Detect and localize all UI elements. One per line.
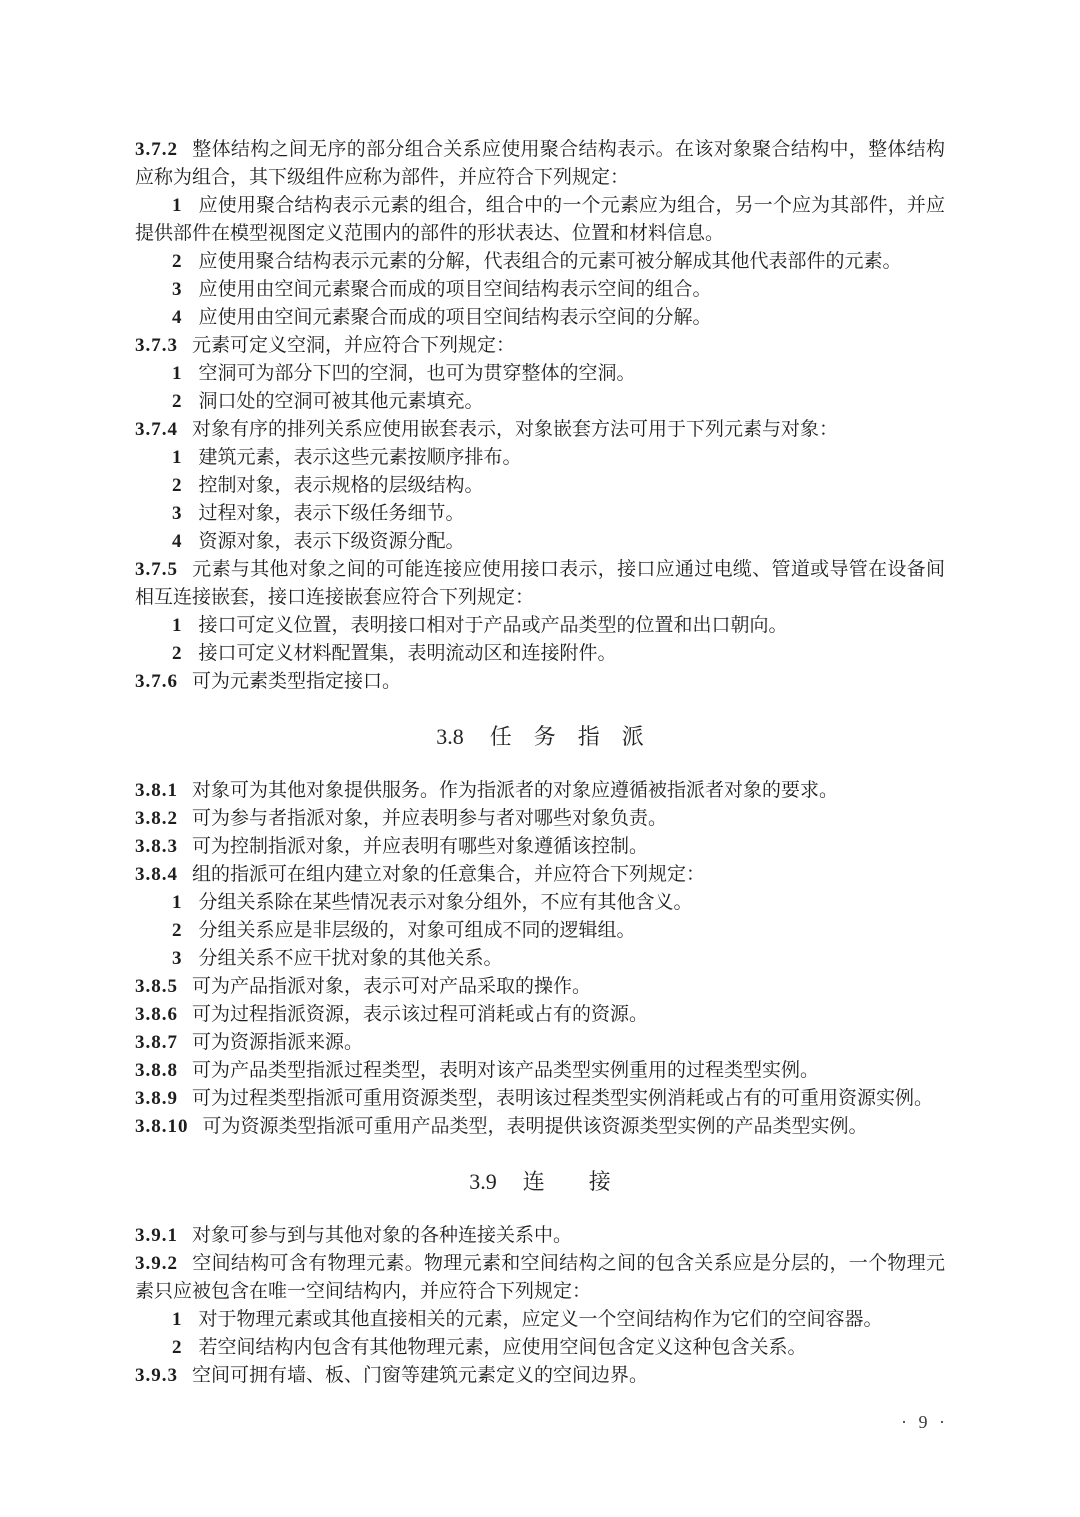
clause-text: 空间可拥有墙、板、门窗等建筑元素定义的空间边界。	[192, 1365, 649, 1386]
clause-number: 3.8.1	[135, 780, 178, 801]
item-number: 2	[172, 1337, 182, 1358]
clause-3-8-8	[135, 1057, 945, 1085]
clause-3-9-3	[135, 1362, 945, 1390]
list-item-3-8-4-2	[135, 917, 945, 945]
clause-3-8-1	[135, 777, 945, 805]
item-number: 2	[172, 920, 182, 941]
clause-3-8-10	[135, 1113, 945, 1141]
page-number-text: · 9 ·	[901, 1412, 945, 1432]
clause-number: 3.7.6	[135, 671, 178, 692]
clause-text: 对象有序的排列关系应使用嵌套表示，对象嵌套方法可用于下列元素与对象：	[192, 419, 839, 440]
section-number: 3.9	[469, 1169, 497, 1194]
item-number: 2	[172, 251, 182, 272]
clause-text: 可为过程类型指派可重用资源类型，表明该过程类型实例消耗或占有的可重用资源实例。	[192, 1088, 934, 1109]
item-text: 洞口处的空洞可被其他元素填充。	[198, 391, 484, 412]
item-number: 2	[172, 475, 182, 496]
clause-3-8-5	[135, 973, 945, 1001]
clause-text: 可为资源指派来源。	[192, 1032, 364, 1053]
clause-text: 可为产品类型指派过程类型，表明对该产品类型实例重用的过程类型实例。	[192, 1060, 820, 1081]
item-text: 若空间结构内包含有其他物理元素，应使用空间包含定义这种包含关系。	[198, 1337, 807, 1358]
list-item-3-7-2-1	[135, 192, 945, 248]
clause-number: 3.8.10	[135, 1116, 189, 1137]
item-number: 1	[172, 363, 182, 384]
item-text: 分组关系应是非层级的，对象可组成不同的逻辑组。	[198, 920, 636, 941]
clause-3-8-6	[135, 1001, 945, 1029]
clause-3-8-2	[135, 805, 945, 833]
item-text: 分组关系除在某些情况表示对象分组外，不应有其他含义。	[198, 892, 693, 913]
clause-text: 可为资源类型指派可重用产品类型，表明提供该资源类型实例的产品类型实例。	[202, 1116, 868, 1137]
clause-3-9-1	[135, 1222, 945, 1250]
clause-number: 3.8.3	[135, 836, 178, 857]
item-text: 空洞可为部分下凹的空洞，也可为贯穿整体的空洞。	[198, 363, 636, 384]
item-text: 应使用聚合结构表示元素的组合，组合中的一个元素应为组合，另一个应为其部件，并应提供部件在模型视图定义范围内的部件的形状表达、位置和材料信息。	[135, 195, 945, 244]
item-text: 应使用聚合结构表示元素的分解，代表组合的元素可被分解成其他代表部件的元素。	[198, 251, 902, 272]
item-text: 对于物理元素或其他直接相关的元素，应定义一个空间结构作为它们的空间容器。	[198, 1309, 883, 1330]
clause-text: 整体结构之间无序的部分组合关系应使用聚合结构表示。在该对象聚合结构中，整体结构应称为组合，其下级组件应称为部件，并应符合下列规定：	[135, 139, 945, 188]
list-item-3-7-2-2	[135, 248, 945, 276]
clause-number: 3.7.5	[135, 559, 178, 580]
list-item-3-8-4-1	[135, 889, 945, 917]
item-text: 接口可定义位置，表明接口相对于产品或产品类型的位置和出口朝向。	[198, 615, 788, 636]
section-heading-3-9	[135, 1167, 945, 1197]
section-title: 任务指派	[489, 724, 666, 749]
clause-text: 可为过程指派资源，表示该过程可消耗或占有的资源。	[192, 1004, 649, 1025]
list-item-3-7-3-2	[135, 388, 945, 416]
list-item-3-7-4-1	[135, 444, 945, 472]
item-number: 2	[172, 391, 182, 412]
section-number: 3.8	[436, 724, 464, 749]
clause-text: 组的指派可在组内建立对象的任意集合，并应符合下列规定：	[192, 864, 706, 885]
clause-text: 可为控制指派对象，并应表明有哪些对象遵循该控制。	[192, 836, 649, 857]
clause-text: 元素与其他对象之间的可能连接应使用接口表示，接口应通过电缆、管道或导管在设备间相互连接嵌套，接口连接嵌套应符合下列规定：	[135, 559, 945, 608]
clause-number: 3.7.3	[135, 335, 178, 356]
item-number: 4	[172, 307, 182, 328]
clause-text: 可为元素类型指定接口。	[192, 671, 402, 692]
clause-number: 3.8.7	[135, 1032, 178, 1053]
item-number: 3	[172, 948, 182, 969]
clause-number: 3.8.5	[135, 976, 178, 997]
list-item-3-7-2-4	[135, 304, 945, 332]
list-item-3-7-5-2	[135, 640, 945, 668]
clause-3-8-4	[135, 861, 945, 889]
clause-text: 对象可为其他对象提供服务。作为指派者的对象应遵循被指派者对象的要求。	[192, 780, 839, 801]
list-item-3-7-5-1	[135, 612, 945, 640]
clause-number: 3.8.8	[135, 1060, 178, 1081]
item-number: 4	[172, 531, 182, 552]
clause-3-7-5	[135, 556, 945, 612]
item-text: 建筑元素，表示这些元素按顺序排布。	[198, 447, 522, 468]
clause-number: 3.7.4	[135, 419, 178, 440]
item-number: 3	[172, 279, 182, 300]
item-number: 1	[172, 1309, 182, 1330]
clause-3-7-3	[135, 332, 945, 360]
clause-number: 3.8.2	[135, 808, 178, 829]
section-title: 连接	[522, 1169, 655, 1194]
clause-text: 对象可参与到与其他对象的各种连接关系中。	[192, 1225, 573, 1246]
list-item-3-7-2-3	[135, 276, 945, 304]
clause-number: 3.8.9	[135, 1088, 178, 1109]
clause-3-8-3	[135, 833, 945, 861]
clause-number: 3.9.1	[135, 1225, 178, 1246]
clause-3-8-7	[135, 1029, 945, 1057]
list-item-3-7-4-4	[135, 528, 945, 556]
clause-number: 3.8.6	[135, 1004, 178, 1025]
clause-number: 3.9.2	[135, 1253, 178, 1274]
item-text: 接口可定义材料配置集，表明流动区和连接附件。	[198, 643, 617, 664]
clause-text: 空间结构可含有物理元素。物理元素和空间结构之间的包含关系应是分层的，一个物理元素只应被包含在唯一空间结构内，并应符合下列规定：	[135, 1253, 945, 1302]
clause-3-7-2	[135, 136, 945, 192]
clause-3-8-9	[135, 1085, 945, 1113]
list-item-3-9-2-2	[135, 1334, 945, 1362]
clause-text: 可为产品指派对象，表示可对产品采取的操作。	[192, 976, 592, 997]
list-item-3-7-4-3	[135, 500, 945, 528]
item-text: 应使用由空间元素聚合而成的项目空间结构表示空间的组合。	[198, 279, 712, 300]
list-item-3-7-3-1	[135, 360, 945, 388]
item-text: 控制对象，表示规格的层级结构。	[198, 475, 484, 496]
clause-3-7-6	[135, 668, 945, 696]
clause-number: 3.8.4	[135, 864, 178, 885]
clause-3-9-2	[135, 1250, 945, 1306]
item-text: 过程对象，表示下级任务细节。	[198, 503, 465, 524]
clause-3-7-4	[135, 416, 945, 444]
list-item-3-8-4-3	[135, 945, 945, 973]
clause-text: 可为参与者指派对象，并应表明参与者对哪些对象负责。	[192, 808, 668, 829]
document-body	[135, 136, 945, 1390]
list-item-3-9-2-1	[135, 1306, 945, 1334]
item-text: 应使用由空间元素聚合而成的项目空间结构表示空间的分解。	[198, 307, 712, 328]
page-number	[901, 1408, 945, 1436]
clause-text: 元素可定义空洞，并应符合下列规定：	[192, 335, 516, 356]
item-text: 分组关系不应干扰对象的其他关系。	[198, 948, 503, 969]
clause-number: 3.9.3	[135, 1365, 178, 1386]
item-number: 1	[172, 892, 182, 913]
item-text: 资源对象，表示下级资源分配。	[198, 531, 465, 552]
clause-number: 3.7.2	[135, 139, 178, 160]
item-number: 3	[172, 503, 182, 524]
list-item-3-7-4-2	[135, 472, 945, 500]
item-number: 1	[172, 447, 182, 468]
item-number: 1	[172, 615, 182, 636]
item-number: 1	[172, 195, 182, 216]
section-heading-3-8	[135, 722, 945, 752]
item-number: 2	[172, 643, 182, 664]
